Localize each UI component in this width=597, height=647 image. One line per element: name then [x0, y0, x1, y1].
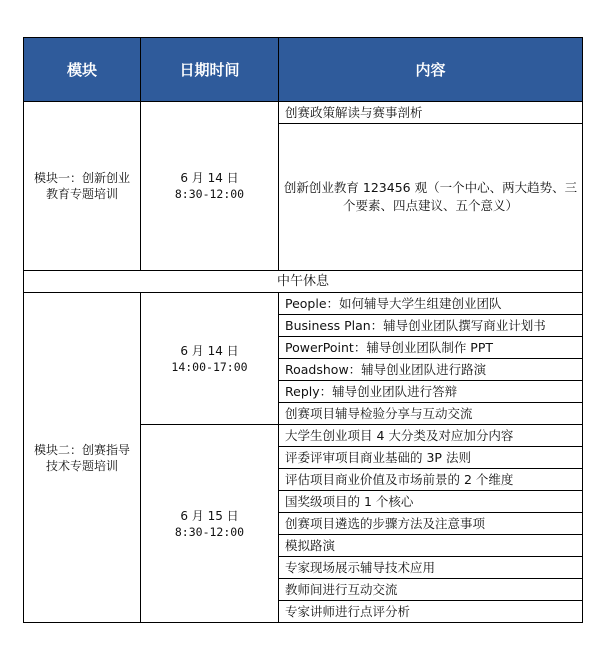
session2-date: 6 月 15 日 — [180, 508, 239, 523]
session2-time: 8:30-12:00 — [174, 524, 245, 539]
module1-time: 8:30-12:00 — [174, 187, 245, 201]
module1-name-cell — [24, 102, 141, 271]
session2-item: 国奖级项目的 1 个核心 — [279, 491, 583, 513]
session1-item: Reply：辅导创业团队进行答辩 — [279, 381, 583, 403]
header-datetime: 日期时间 — [141, 38, 279, 102]
session2-item: 教师间进行互动交流 — [279, 579, 583, 601]
module1-date: 6 月 14 日 — [180, 171, 239, 185]
session1-date: 6 月 14 日 — [180, 343, 239, 358]
session1-item: Roadshow：辅导创业团队进行路演 — [279, 359, 583, 381]
session2-datetime-cell — [141, 425, 279, 623]
module1-name: 模块一：创新创业教育专题培训 — [33, 171, 130, 201]
session1-item: Business Plan：辅导创业团队撰写商业计划书 — [279, 315, 583, 337]
session1-item: 创赛项目辅导检验分享与互动交流 — [279, 403, 583, 425]
session2-item: 评估项目商业价值及市场前景的 2 个维度 — [279, 469, 583, 491]
break-label: 中午休息 — [24, 271, 583, 293]
session1-datetime-cell — [141, 293, 279, 425]
break-row — [24, 271, 583, 293]
header-row — [24, 38, 583, 102]
module1-item: 创赛政策解读与赛事剖析 — [279, 102, 583, 124]
module1-row — [24, 102, 583, 124]
session1-item: PowerPoint：辅导创业团队制作 PPT — [279, 337, 583, 359]
module2-row — [24, 293, 583, 315]
session2-item: 创赛项目遴选的步骤方法及注意事项 — [279, 513, 583, 535]
session2-item: 评委评审项目商业基础的 3P 法则 — [279, 447, 583, 469]
module1-item: 创新创业教育 123456 观（一个中心、两大趋势、三个要素、四点建议、五个意义） — [279, 124, 583, 271]
session2-item: 专家现场展示辅导技术应用 — [279, 557, 583, 579]
session1-time: 14:00-17:00 — [171, 359, 248, 374]
header-module: 模块 — [24, 38, 141, 102]
header-content: 内容 — [279, 38, 583, 102]
module2-name: 模块二：创赛指导技术专题培训 — [33, 442, 130, 473]
schedule-table — [23, 37, 583, 623]
module2-name-cell — [24, 293, 141, 623]
module1-datetime-cell — [141, 102, 279, 271]
session2-item: 专家讲师进行点评分析 — [279, 601, 583, 623]
session2-item: 模拟路演 — [279, 535, 583, 557]
session1-item: People：如何辅导大学生组建创业团队 — [279, 293, 583, 315]
session2-item: 大学生创业项目 4 大分类及对应加分内容 — [279, 425, 583, 447]
